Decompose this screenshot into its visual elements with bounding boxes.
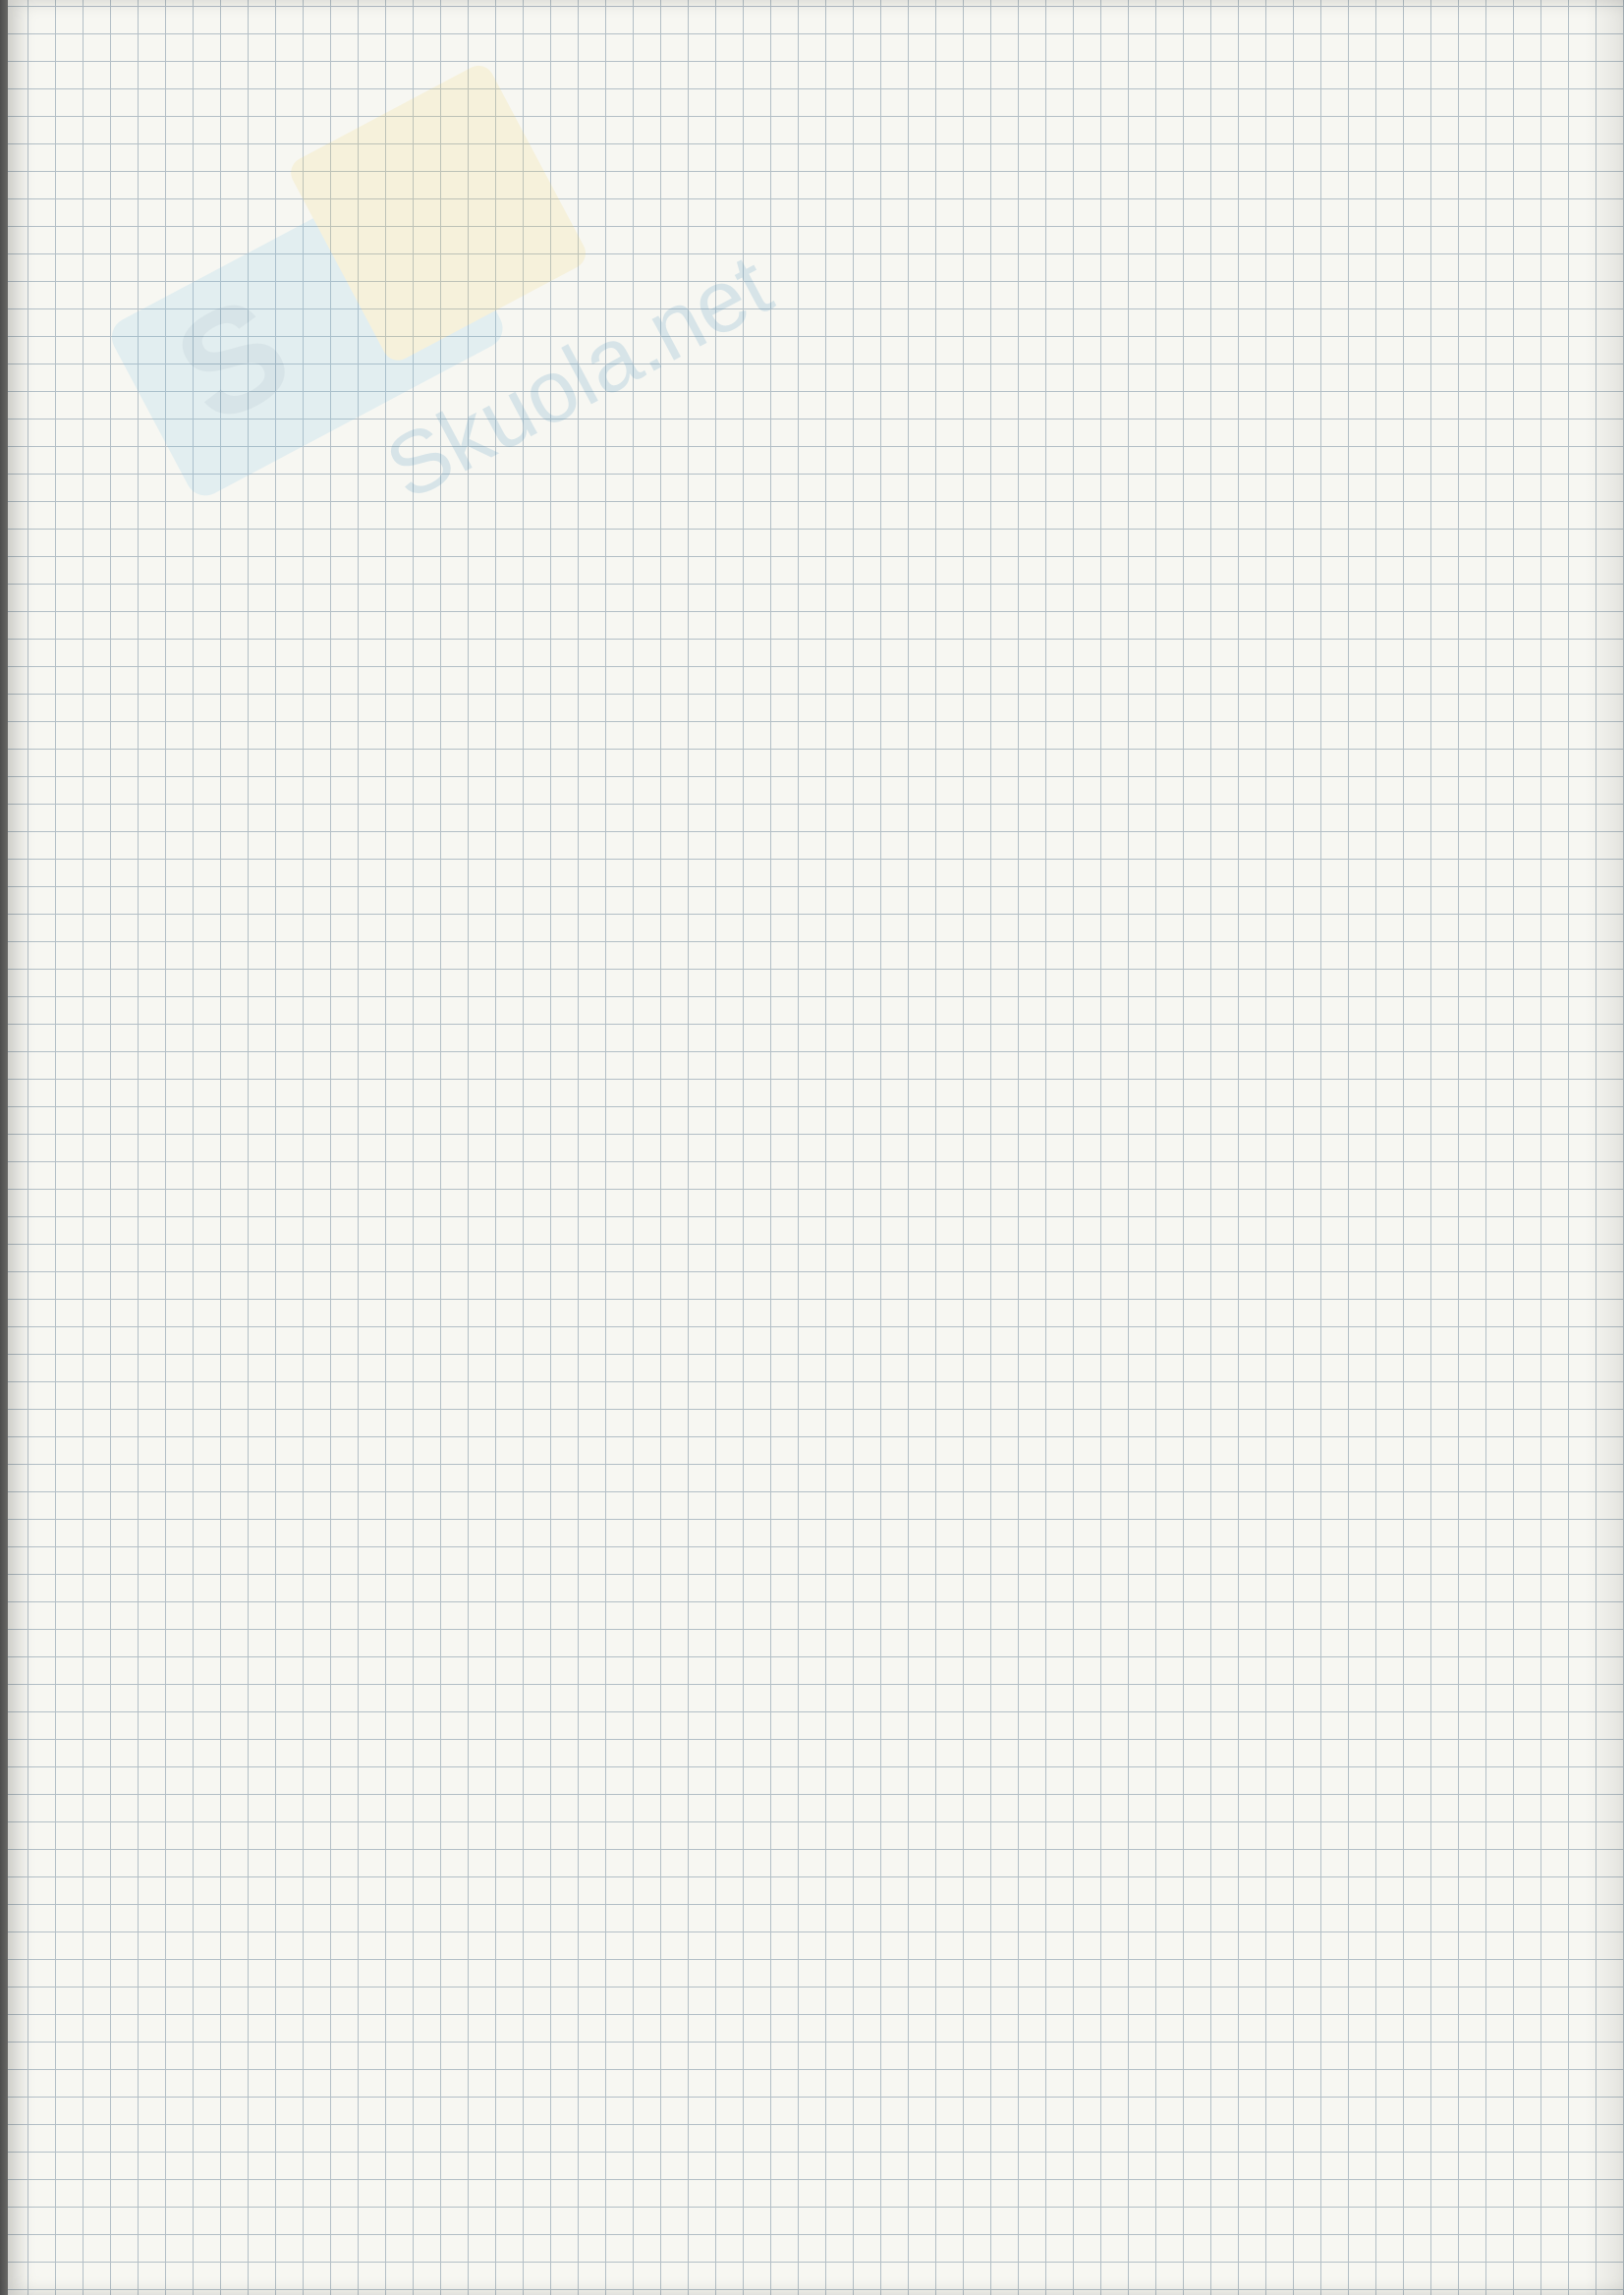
notebook-page: [8, 0, 1624, 2295]
skuola-net-logo-icon: [0, 0, 863, 739]
svg-text:S: S: [149, 262, 315, 456]
scan-edge-shadow: [1585, 0, 1624, 2295]
watermark-text: Skuola.net: [370, 236, 787, 520]
